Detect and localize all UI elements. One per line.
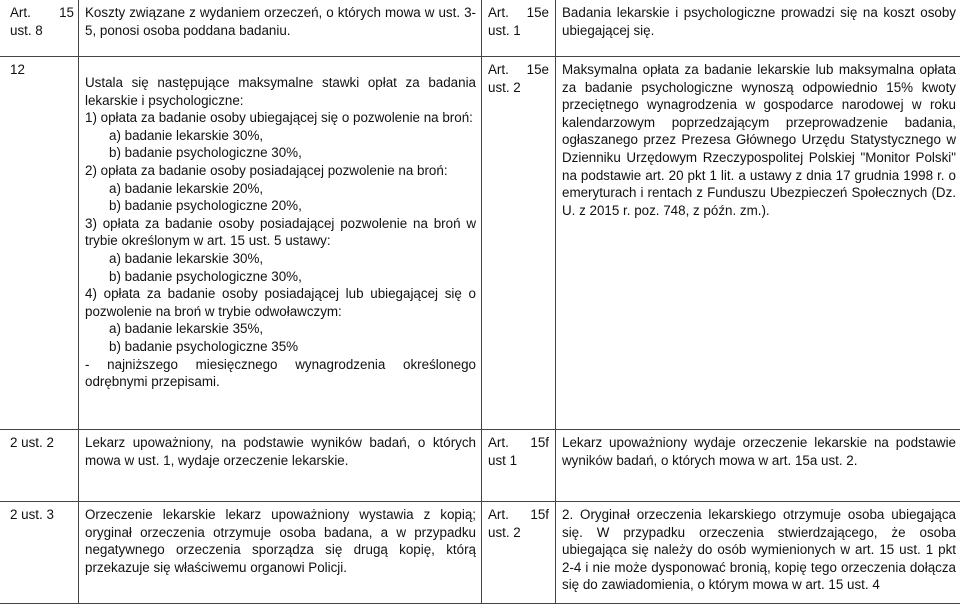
list-subitem: a) badanie lekarskie 30%, (85, 250, 476, 268)
table-row (0, 430, 960, 502)
list-subitem: b) badanie psychologiczne 30%, (85, 268, 476, 286)
list-subitem: b) badanie psychologiczne 30%, (85, 144, 476, 162)
list-subitem: b) badanie psychologiczne 35% (85, 338, 476, 356)
list-subitem: a) badanie lekarskie 20%, (85, 180, 476, 198)
table-row (0, 57, 960, 430)
outro-text: - najniższego miesięcznego wynagrodzenia określonego odrębnymi przepisami. (85, 356, 476, 391)
list-item: 2) opłata za badanie osoby posiadającej pozwolenie na broń: (85, 162, 476, 180)
old-reference: 2 ust. 2 (0, 430, 79, 502)
list-item: 3) opłata za badanie osoby posiadającej pozwolenie na broń w trybie określonym w art. 15 ust. 5 ustawy: (85, 215, 476, 250)
list-subitem: a) badanie lekarskie 35%, (85, 320, 476, 338)
old-text: Lekarz upoważniony, na podstawie wyników badań, o których mowa w ust. 1, wydaje orzeczenie lekarskie. (79, 430, 482, 502)
list-item: 1) opłata za badanie osoby ubiegającej się o pozwolenie na broń: (85, 109, 476, 127)
new-reference: Art. 15e ust. 2 (482, 57, 556, 430)
old-reference: 12 (0, 57, 79, 430)
new-reference: Art. 15f ust 1 (482, 430, 556, 502)
new-reference: Art. 15e ust. 1 (482, 0, 556, 57)
new-text: 2. Oryginał orzeczenia lekarskiego otrzymuje osoba ubiegająca się. W przypadku orzeczenia stwierdzającego, że osoba ubiegająca się należy do osób wymienionych w art. 15 ust. 1 pkt 2-4 i nie może dysponować bronią, kopię tego orzeczenia dołącza się do zawiadomienia, o którym mowa w art. 15 ust. 4 (556, 502, 960, 604)
intro-text: Ustala się następujące maksymalne stawki opłat za badania lekarskie i psychologiczne: (85, 74, 476, 109)
new-text: Badania lekarskie i psychologiczne prowadzi się na koszt osoby ubiegającej się. (556, 0, 960, 57)
old-text: Orzeczenie lekarskie lekarz upoważniony wystawia z kopią; oryginał orzeczenia otrzymuje osoba badana, a w przypadku negatywnego orzeczenia sporządza się drugą kopię, którą przekazuje się właściwemu organowi Policji. (79, 502, 482, 604)
old-reference: 2 ust. 3 (0, 502, 79, 604)
list-subitem: a) badanie lekarskie 30%, (85, 127, 476, 145)
table-row (0, 0, 960, 57)
old-reference: Art. 15 ust. 8 (0, 0, 79, 57)
list-item: 4) opłata za badanie osoby posiadającej lub ubiegającej się o pozwolenie na broń w trybie odwoławczym: (85, 285, 476, 320)
new-text: Maksymalna opłata za badanie lekarskie lub maksymalna opłata za badanie psychologiczne wynoszą odpowiednio 15% kwoty przeciętnego wynagrodzenia w gospodarce narodowej w roku kalendarzowym poprzedzającym przeprowadzenie badania, ogłaszanego przez Prezesa Głównego Urzędu Statystycznego w Dzienniku Urzędowym Rzeczypospolitej Polskiej "Monitor Polski" na podstawie art. 20 pkt 1 lit. a ustawy z dnia 17 grudnia 1998 r. o emeryturach i rentach z Funduszu Ubezpieczeń Społecznych (Dz. U. z 2015 r. poz. 748, z późn. zm.). (556, 57, 960, 430)
new-reference: Art. 15f ust. 2 (482, 502, 556, 604)
old-text (79, 57, 482, 430)
new-text: Lekarz upoważniony wydaje orzeczenie lekarskie na podstawie wyników badań, o których mowa w art. 15a ust. 2. (556, 430, 960, 502)
table-row (0, 502, 960, 604)
list-subitem: b) badanie psychologiczne 20%, (85, 197, 476, 215)
old-text: Koszty związane z wydaniem orzeczeń, o których mowa w ust. 3-5, ponosi osoba poddana badaniu. (79, 0, 482, 57)
